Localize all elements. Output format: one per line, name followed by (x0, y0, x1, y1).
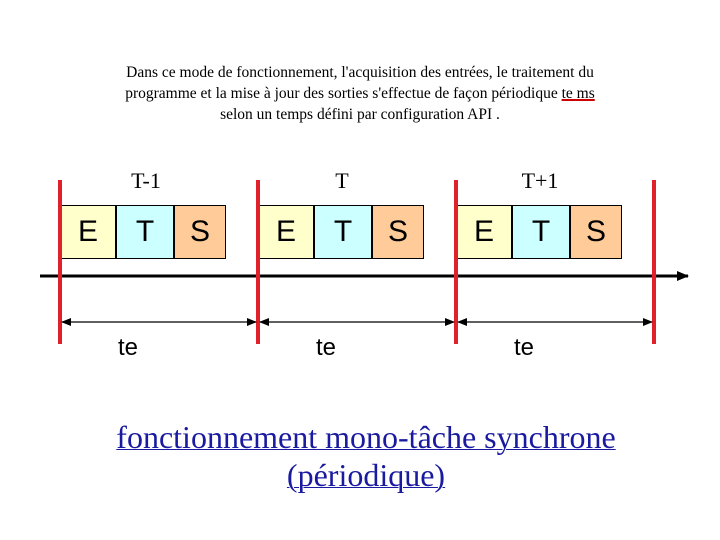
diagram-title (0, 418, 720, 494)
output-box-1: S (174, 205, 226, 259)
output-box-3: S (570, 205, 622, 259)
treatment-box-3: T (512, 205, 570, 259)
duration-label-1: te (117, 334, 139, 361)
intro-line-3: selon un temps défini par configuration API . (220, 106, 500, 123)
intro-line-1: Dans ce mode de fonctionnement, l'acquisition des entrées, le traitement du (126, 64, 594, 81)
duration-label-2: te (315, 334, 337, 361)
period-highlight: te ms (561, 85, 595, 102)
treatment-box-2: T (314, 205, 372, 259)
entry-box-3: E (456, 205, 512, 259)
period-label-t-minus-1: T-1 (131, 168, 161, 193)
period-label-t: T (335, 168, 349, 193)
duration-label-3: te (513, 334, 535, 361)
intro-line-2-main: programme et la mise à jour des sorties s'effectue de façon périodique (125, 85, 562, 102)
entry-box-1: E (60, 205, 116, 259)
title-line-1: fonctionnement mono-tâche synchrone (116, 419, 616, 455)
treatment-box-1: T (116, 205, 174, 259)
output-box-2: S (372, 205, 424, 259)
period-label-t-plus-1: T+1 (521, 168, 559, 193)
title-line-2: (périodique) (286, 457, 446, 493)
entry-box-2: E (258, 205, 314, 259)
